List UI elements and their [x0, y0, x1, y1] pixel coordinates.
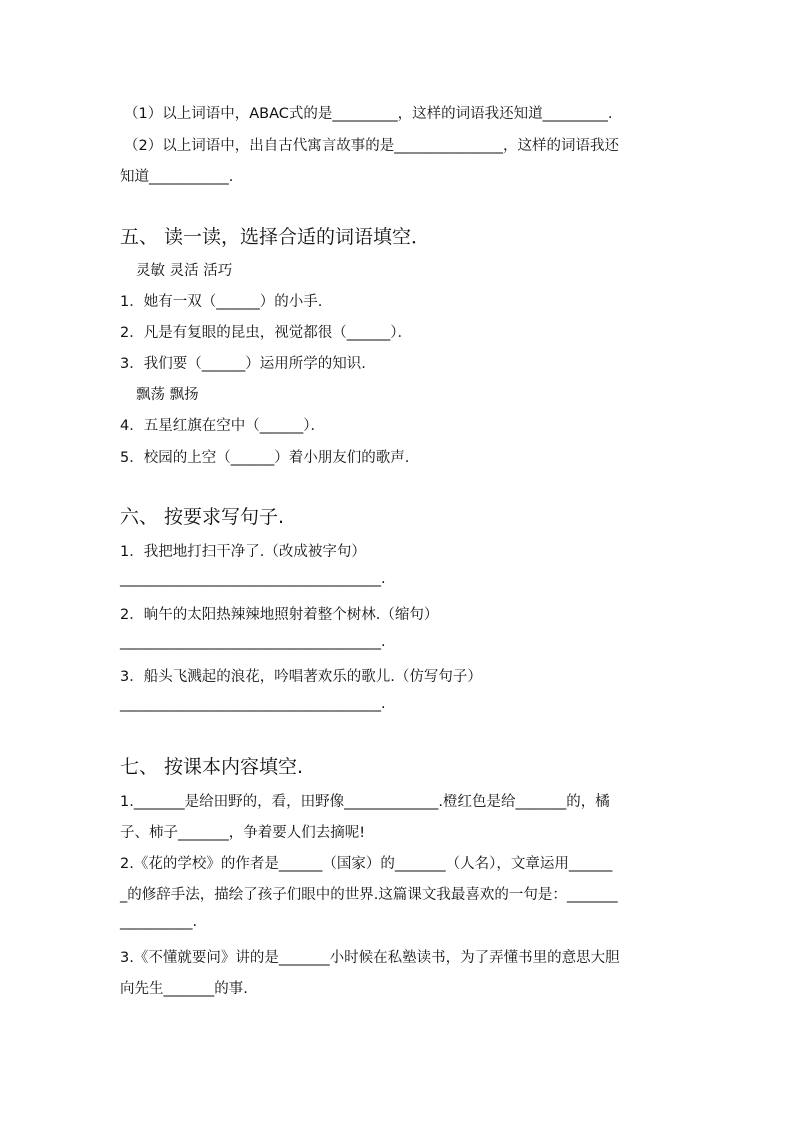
- question-7-2: 2.《花的学校》的作者是______（国家）的_______（人名），文章运用______: [120, 856, 613, 872]
- word-choices-1: 灵敏 灵活 活巧: [136, 263, 233, 279]
- question-6-3: 3．船头飞溅起的浪花，吟唱著欢乐的歌儿.（仿写句子）: [120, 669, 482, 685]
- question-6-2: 2．晌午的太阳热辣辣地照射着整个树林.（缩句）: [120, 607, 439, 623]
- question-7-1-cont: 子、柿子_______，争着要人们去摘呢!: [120, 825, 366, 841]
- question-7-2-cont: _的修辞手法，描绘了孩子们眼中的世界.这篇课文我最喜欢的一句是：_______: [120, 887, 618, 903]
- word-choices-2: 飘荡 飘扬: [136, 387, 199, 403]
- section-6-title: 六、 按要求写句子.: [120, 506, 285, 528]
- section-7-title: 七、 按课本内容填空.: [120, 756, 304, 778]
- question-7-1: 1._______是给田野的，看，田野像_____________.橙红色是给_______的，橘: [120, 794, 610, 810]
- question-4-1: （1）以上词语中，ABAC式的是_________，这样的词语我还知道_________.: [124, 106, 613, 122]
- section-5-title: 五、 读一读，选择合适的词语填空．: [120, 226, 431, 248]
- answer-line-6-2: ____________________________________.: [120, 634, 386, 650]
- question-5-3: 3．我们要（______）运用所学的知识.: [120, 356, 366, 372]
- question-5-2: 2．凡是有复眼的昆虫，视觉都很（______）．: [120, 325, 412, 341]
- question-5-4: 4．五星红旗在空中（______）．: [120, 418, 325, 434]
- question-7-3: 3.《不懂就要问》讲的是_______小时候在私塾读书，为了弄懂书里的意思大胆: [120, 950, 620, 966]
- question-5-1: 1．她有一双（______）的小手.: [120, 294, 323, 310]
- question-4-2: （2）以上词语中，出自古代寓言故事的是_______________，这样的词语我还: [124, 138, 619, 154]
- question-7-2-end: __________.: [120, 914, 198, 930]
- question-4-2-cont: 知道___________.: [120, 169, 234, 185]
- answer-line-6-1: ____________________________________.: [120, 571, 386, 587]
- answer-line-6-3: ____________________________________.: [120, 696, 386, 712]
- question-7-3-cont: 向先生_______的事.: [120, 981, 248, 997]
- question-6-1: 1．我把地打扫干净了.（改成被字句）: [120, 544, 366, 560]
- question-5-5: 5．校园的上空（______）着小朋友们的歌声.: [120, 450, 410, 466]
